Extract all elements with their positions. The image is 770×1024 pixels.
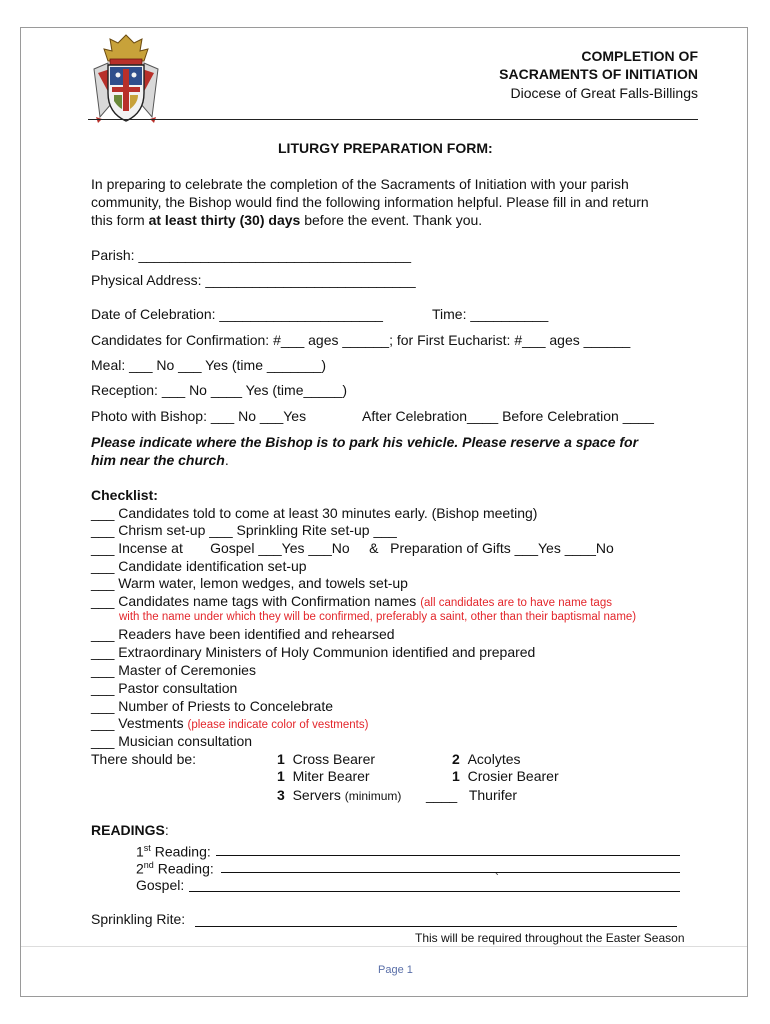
checklist-item-label: ___ Vestments [91, 715, 184, 731]
role-servers: 3 Servers (minimum) [277, 787, 402, 803]
checklist-heading: Checklist: [91, 487, 158, 503]
intro-line-3-pre: this form [91, 212, 149, 228]
photo-field[interactable]: Photo with Bishop: ___ No ___Yes [91, 408, 307, 424]
header-divider [88, 119, 698, 120]
parking-note-period: . [224, 452, 229, 468]
role-acolytes: 2 Acolytes [452, 751, 521, 767]
intro-line-2: community, the Bishop would find the following information helpful. Please fill in and return [91, 194, 649, 210]
intro-line-3 [91, 211, 482, 229]
gospel-field[interactable]: Gospel: [136, 877, 185, 893]
first-reading-field[interactable]: 1st Reading: [136, 843, 211, 860]
diocese-name: Diocese of Great Falls-Billings [510, 85, 698, 101]
checklist-item[interactable]: ___ Pastor consultation [91, 680, 238, 696]
sprinkling-rite-line [195, 926, 677, 927]
address-field[interactable]: Physical Address: ___________________________ [91, 272, 416, 288]
role-crosier-bearer: 1 Crosier Bearer [452, 768, 559, 784]
first-reading-line [216, 855, 680, 856]
second-reading-field[interactable]: 2nd Reading: [136, 860, 214, 877]
vestments-note: (please indicate color of vestments) [187, 719, 369, 731]
checklist-item[interactable]: ___ Extraordinary Ministers of Holy Communion identified and prepared [91, 644, 536, 660]
checklist-item[interactable]: ___ Candidate identification set-up [91, 557, 307, 574]
nametag-note-1: (all candidates are to have name tags [420, 597, 612, 609]
checklist-item[interactable]: ___ Musician consultation [91, 733, 253, 749]
gospel-line [189, 891, 680, 892]
doc-title-line1-text: COMPLETION OF [581, 48, 698, 64]
time-field[interactable]: Time: __________ [432, 306, 549, 322]
role-cross-bearer: 1 Cross Bearer [277, 751, 376, 767]
checklist-item[interactable]: ___ Warm water, lemon wedges, and towels set-up [91, 575, 408, 591]
second-reading-line [221, 872, 680, 873]
easter-season-note: This will be required throughout the Easter Season [415, 931, 685, 945]
checklist-item[interactable]: ___ Number of Priests to Concelebrate [91, 697, 334, 714]
page-number: Page 1 [378, 964, 413, 976]
nametag-note-2: with the name under which they will be confirmed, preferably a saint, other than their baptismal name) [119, 611, 637, 623]
date-field[interactable]: Date of Celebration: _____________________ [91, 306, 383, 322]
role-thurifer[interactable]: ____ Thurifer [426, 787, 518, 803]
there-should-be-label: There should be: [91, 751, 197, 767]
form-title: LITURGY PREPARATION FORM: [278, 140, 493, 156]
checklist-item[interactable]: ___ Chrism set-up ___ Sprinkling Rite set-up ___ [91, 522, 397, 538]
readings-heading: READINGS: [91, 822, 169, 838]
checklist-item-label: ___ Candidates name tags with Confirmation names [91, 593, 417, 609]
role-miter-bearer: 1 Miter Bearer [277, 768, 370, 784]
gospel-mark: ` [495, 871, 499, 885]
checklist-item[interactable]: ___ Readers have been identified and rehearsed [91, 626, 395, 642]
intro-line-1: In preparing to celebrate the completion of the Sacraments of Initiation with your parish [91, 176, 629, 192]
checklist-item[interactable]: ___ Candidates told to come at least 30 minutes early. (Bishop meeting) [91, 504, 538, 521]
footer-divider [21, 946, 747, 947]
checklist-item[interactable]: ___ Incense at Gospel ___Yes ___No & Preparation of Gifts ___Yes ____No [91, 540, 614, 556]
intro-line-3-post: before the event. Thank you. [300, 212, 483, 228]
parish-field[interactable]: Parish: ___________________________________ [91, 247, 411, 263]
diocese-crest-logo [88, 33, 164, 125]
meal-field[interactable]: Meal: ___ No ___ Yes (time _______) [91, 357, 327, 373]
photo-timing-field[interactable]: After Celebration____ Before Celebration ____ [362, 408, 654, 424]
intro-deadline: at least thirty (30) days [148, 212, 301, 228]
candidates-field[interactable]: Candidates for Confirmation: #___ ages ______; for First Eucharist: #___ ages ______ [91, 332, 631, 348]
sprinkling-rite-field[interactable]: Sprinkling Rite: [91, 911, 186, 927]
parking-note-line2 [91, 451, 229, 469]
doc-title-line2: SACRAMENTS OF INITIATION [499, 66, 698, 82]
parking-note-line2-text: him near the church [91, 452, 225, 468]
parking-note-line1: Please indicate where the Bishop is to park his vehicle. Please reserve a space for [91, 434, 639, 450]
checklist-item-nametags[interactable] [91, 593, 612, 613]
reception-field[interactable]: Reception: ___ No ____ Yes (time_____) [91, 382, 348, 398]
checklist-item-vestments[interactable] [91, 715, 368, 735]
checklist-item[interactable]: ___ Master of Ceremonies [91, 662, 256, 678]
